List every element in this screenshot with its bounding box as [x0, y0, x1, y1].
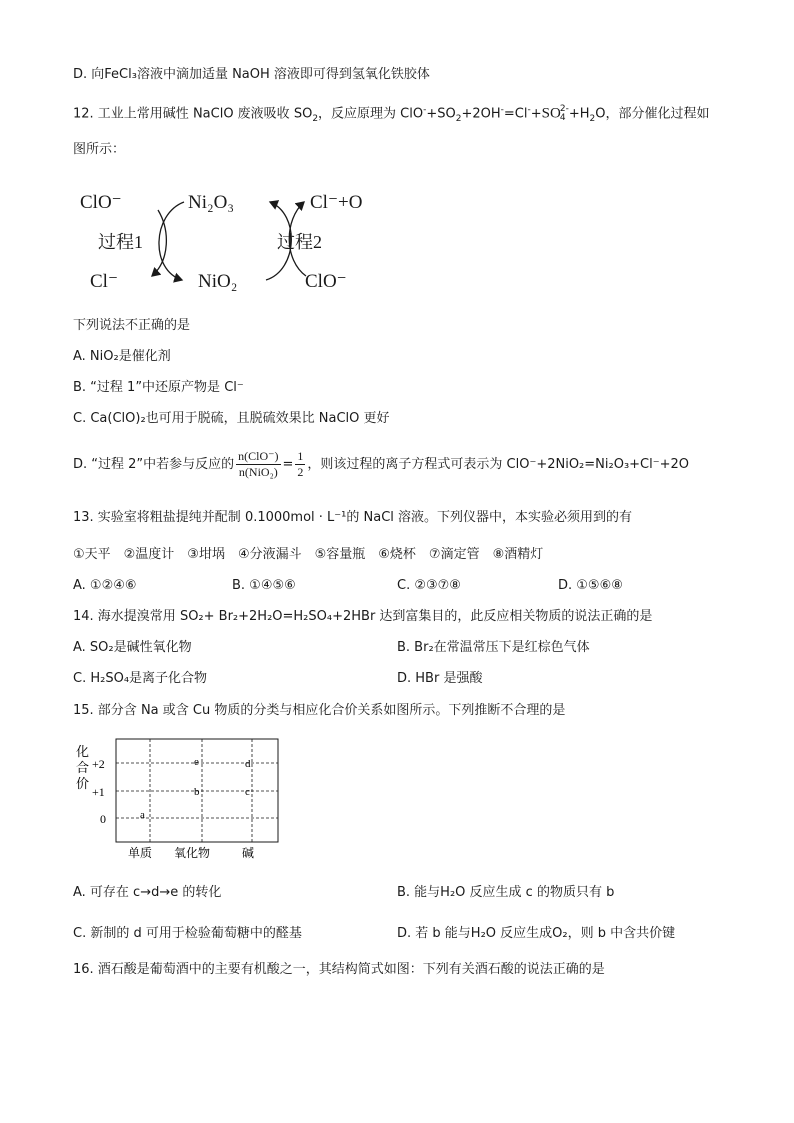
q12-stem-text: +SO [426, 106, 456, 122]
q14-option-a: A. SO₂是碱性氧化物 [73, 640, 192, 655]
point-b: b [194, 786, 200, 798]
half-fraction: $\frac{1}{2}$ [297, 449, 304, 479]
q11-option-d: D. 向FeCl₃溶液中滴加适量 NaOH 溶液即可得到氢氧化铁胶体 [73, 67, 430, 82]
q12-ask: 下列说法不正确的是 [73, 318, 191, 333]
q12-sub: 2 [455, 114, 462, 125]
q12-option-b: B. “过程 1”中还原产物是 Cl⁻ [73, 380, 244, 395]
q13-option-b: B. ①④⑤⑥ [232, 578, 296, 593]
chart-ylabel-2: 合 [76, 760, 90, 775]
catalytic-cycle-diagram [70, 180, 390, 300]
q14-stem: 14. 海水提溴常用 SO₂+ Br₂+2H₂O=H₂SO₄+2HBr 达到富集目的，此反应相关物质的说法正确的是 [73, 609, 653, 624]
q14-option-d: D. HBr 是强酸 [397, 671, 483, 686]
q12-sup: - [527, 105, 531, 116]
chart-ylabel-3: 价 [76, 776, 90, 791]
q15-stem: 15. 部分含 Na 或含 Cu 物质的分类与相应化合价关系如图所示。下列推断不合理的是 [73, 703, 566, 718]
q14-option-c: C. H₂SO₄是离子化合物 [73, 671, 208, 686]
q16-stem: 16. 酒石酸是葡萄酒中的主要有机酸之一，其结构简式如图：下列有关酒石酸的说法正确的是 [73, 962, 605, 977]
q12-stem-text: O，部分催化过程如 [595, 106, 710, 122]
ytick-plus2: +2 [92, 757, 105, 771]
point-c: c [245, 786, 250, 798]
point-a: a [140, 809, 145, 821]
point-e: e [194, 756, 199, 768]
q12-stem-text: ，反应原理为 ClO [318, 106, 424, 122]
q12-option-c: C. Ca(ClO)₂也可用于脱硫，且脱硫效果比 NaClO 更好 [73, 411, 390, 426]
xtick-base: 碱 [242, 846, 255, 860]
arrow-process1-down [159, 202, 184, 280]
ratio-fraction: $\frac{\text{n(ClO⁻)}}{\text{n(NiO₂)}}$ [238, 449, 279, 479]
q12-option-d-post: ，则该过程的离子方程式可表示为 ClO⁻+2NiO₂=Ni₂O₃+Cl⁻+2O [307, 457, 689, 472]
q12-sub: 2 [312, 114, 319, 125]
q12-stem [73, 105, 709, 123]
label-ni2o3: Ni₂O₃ [188, 192, 234, 213]
label-cl-o: Cl⁻+O [310, 192, 363, 213]
ytick-zero: 0 [100, 812, 106, 826]
xtick-element: 单质 [128, 846, 153, 860]
q15-option-c: C. 新制的 d 可用于检验葡萄糖中的醛基 [73, 926, 302, 941]
q15-option-d: D. 若 b 能与H₂O 反应生成O₂，则 b 中含共价键 [397, 926, 676, 941]
q12-sup: - [423, 105, 427, 116]
label-nio2: NiO₂ [198, 271, 238, 292]
q12-sulfate-index: 2- 4 [559, 104, 569, 123]
q15-option-a: A. 可存在 c→d→e 的转化 [73, 885, 222, 900]
xtick-oxide: 氧化物 [174, 846, 211, 860]
q12-sup: - [500, 105, 504, 116]
valence-classification-chart [70, 736, 290, 864]
label-clo-top: ClO⁻ [80, 192, 122, 213]
equals-sign: = [282, 457, 294, 472]
q12-stem-line2: 图所示： [73, 142, 126, 157]
label-process-2: 过程2 [277, 232, 322, 252]
q13-option-a: A. ①②④⑥ [73, 578, 137, 593]
q12-option-d-pre: D. “过程 2”中若参与反应的 [73, 457, 235, 472]
q14-option-b: B. Br₂在常温常压下是红棕色气体 [397, 640, 590, 655]
q12-stem-text: +H [568, 106, 590, 122]
q12-sulfate: SO [541, 105, 561, 122]
q13-option-d: D. ①⑤⑥⑧ [558, 578, 623, 593]
point-d: d [245, 758, 251, 770]
q12-stem-text: +2OH [461, 106, 501, 122]
q13-option-c: C. ②③⑦⑧ [397, 578, 461, 593]
q13-stem: 13. 实验室将粗盐提纯并配制 0.1000mol · L⁻¹的 NaCl 溶液。下列仪器中，本实验必须用到的有 [73, 510, 633, 525]
label-clo-bottom: ClO⁻ [305, 271, 347, 292]
q12-option-a: A. NiO₂是催化剂 [73, 349, 171, 364]
q13-items: ①天平 ②温度计 ③坩埚 ④分液漏斗 ⑤容量瓶 ⑥烧杯 ⑦滴定管 ⑧酒精灯 [73, 547, 544, 562]
q15-option-b: B. 能与H₂O 反应生成 c 的物质只有 b [397, 885, 615, 900]
q12-sub: 2 [589, 114, 596, 125]
ytick-plus1: +1 [92, 785, 105, 799]
label-cl-bottom: Cl⁻ [90, 271, 118, 292]
q12-option-d [73, 448, 689, 482]
chart-ylabel-1: 化 [76, 744, 90, 759]
label-process-1: 过程1 [98, 232, 143, 252]
q12-stem-text: 12. 工业上常用碱性 NaClO 废液吸收 SO [73, 106, 313, 122]
q12-stem-text: + [530, 106, 542, 122]
q12-stem-text: =Cl [503, 106, 528, 122]
